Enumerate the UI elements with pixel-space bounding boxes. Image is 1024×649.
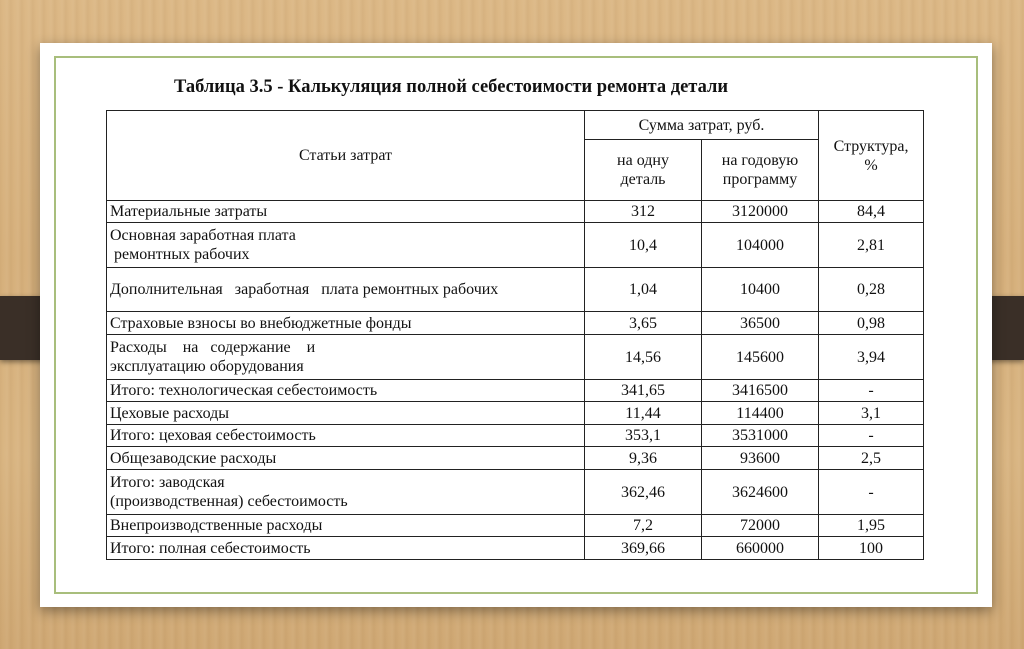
cost-annual: 3416500 [702,380,819,402]
cost-per-part: 341,65 [585,380,702,402]
cost-per-part: 1,04 [585,268,702,312]
cost-annual: 10400 [702,268,819,312]
cost-annual: 93600 [702,447,819,470]
table-row [107,537,924,560]
cost-share: 84,4 [819,201,924,223]
cost-annual: 3531000 [702,425,819,447]
cost-annual: 104000 [702,223,819,268]
cost-share: 100 [819,537,924,560]
cost-per-part: 3,65 [585,312,702,335]
cost-item-name: Итого: цеховая себестоимость [107,425,585,447]
cost-item-name: Общезаводские расходы [107,447,585,470]
cost-item-name: Материальные затраты [107,201,585,223]
cost-annual: 114400 [702,402,819,425]
cost-share: 3,94 [819,335,924,380]
cost-annual: 660000 [702,537,819,560]
cost-item-name: Дополнительная заработная плата ремонтных рабочих [107,268,585,312]
table-row [107,402,924,425]
header-sum-group: Сумма затрат, руб. [585,111,819,140]
cost-item-name: Основная заработная плата ремонтных рабочих [107,223,585,268]
cost-share: - [819,470,924,515]
table-title: Таблица 3.5 - Калькуляция полной себестоимости ремонта детали [174,77,729,97]
cost-per-part: 369,66 [585,537,702,560]
cost-per-part: 9,36 [585,447,702,470]
header-structure: Структура, % [819,111,924,201]
table-row [107,268,924,312]
cost-item-name: Страховые взносы во внебюджетные фонды [107,312,585,335]
cost-item-name: Внепроизводственные расходы [107,515,585,537]
cost-share: - [819,380,924,402]
table-row [107,380,924,402]
table-row [107,515,924,537]
cost-per-part: 312 [585,201,702,223]
cost-item-name: Итого: заводская (производственная) себестоимость [107,470,585,515]
cost-share: 2,5 [819,447,924,470]
table-row [107,447,924,470]
table-row [107,335,924,380]
slide-card [40,43,992,607]
cost-annual: 36500 [702,312,819,335]
cost-item-name: Итого: технологическая себестоимость [107,380,585,402]
cost-per-part: 10,4 [585,223,702,268]
cost-annual: 3624600 [702,470,819,515]
cost-annual: 72000 [702,515,819,537]
cost-share: 0,98 [819,312,924,335]
table-row [107,223,924,268]
cost-share: 3,1 [819,402,924,425]
table-row [107,201,924,223]
cost-share: 1,95 [819,515,924,537]
cost-per-part: 14,56 [585,335,702,380]
cost-annual: 145600 [702,335,819,380]
cost-per-part: 11,44 [585,402,702,425]
cost-item-name: Итого: полная себестоимость [107,537,585,560]
cost-per-part: 7,2 [585,515,702,537]
table-row [107,312,924,335]
cost-item-name: Цеховые расходы [107,402,585,425]
table-row [107,425,924,447]
cost-item-name: Расходы на содержание и эксплуатацию оборудования [107,335,585,380]
cost-share: - [819,425,924,447]
header-annual: на годовую программу [702,140,819,201]
header-per-part: на одну деталь [585,140,702,201]
cost-per-part: 362,46 [585,470,702,515]
table-row [107,470,924,515]
cost-annual: 3120000 [702,201,819,223]
cost-table [106,110,924,560]
cost-share: 2,81 [819,223,924,268]
header-items: Статьи затрат [107,111,585,201]
cost-share: 0,28 [819,268,924,312]
cost-per-part: 353,1 [585,425,702,447]
